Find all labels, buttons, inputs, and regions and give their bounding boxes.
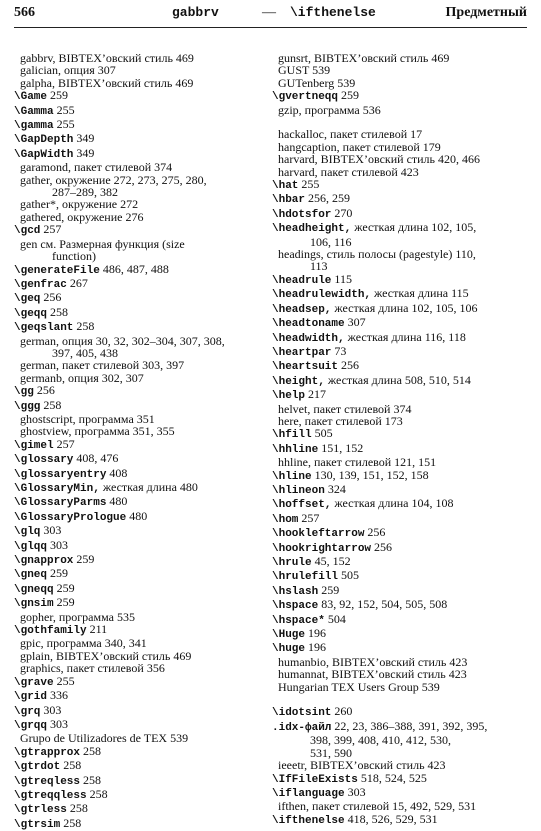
index-entry: gathered, окружение 276 — [20, 209, 144, 224]
index-entry: 531, 590 — [310, 745, 352, 760]
index-entry: \gtreqless 258 — [14, 772, 102, 788]
index-entry: \hdotsfor 270 — [272, 205, 353, 221]
index-entry: \geqq 258 — [14, 304, 69, 320]
index-entry: gopher, программа 535 — [20, 609, 135, 624]
index-entry: gzip, программа 536 — [278, 102, 381, 117]
index-entry: german, пакет стилевой 303, 397 — [20, 358, 185, 373]
index-entry: \geqslant 258 — [14, 319, 95, 335]
index-entry: humannat, BIBTEX’овский стиль 423 — [278, 667, 467, 682]
index-entry: ghostview, программа 351, 355 — [20, 424, 175, 439]
index-entry: \glq 303 — [14, 523, 62, 539]
letter-group-gap — [272, 693, 530, 705]
index-entry: \GlossaryPrologue 480 — [14, 508, 148, 524]
header-dash: — — [262, 5, 276, 20]
index-entry: 113 — [310, 259, 328, 274]
index-entry: \headwidth, жесткая длина 116, 118 — [272, 329, 466, 345]
index-entry: gplain, BIBTEX’овский стиль 469 — [20, 648, 192, 663]
index-entry: \hspace 83, 92, 152, 504, 505, 508 — [272, 597, 448, 613]
index-entry: \idotsint 260 — [272, 704, 353, 720]
index-entry: helvet, пакет стилевой 374 — [278, 401, 412, 416]
index-entry: \gnapprox 259 — [14, 552, 95, 568]
index-entry: \help 217 — [272, 387, 327, 403]
index-entry: Hungarian TEX Users Group 539 — [278, 679, 440, 694]
index-entry: \hbar 256, 259 — [272, 191, 351, 207]
index-entry: \gtreqqless 258 — [14, 786, 108, 802]
index-entry: \hspace* 504 — [272, 611, 346, 627]
index-entry: Grupo de Utilizadores de TEX 539 — [20, 731, 189, 746]
index-entry: \hookrightarrow 256 — [272, 539, 393, 555]
index-entry: \gtrless 258 — [14, 801, 88, 817]
index-entry: garamond, пакет стилевой 374 — [20, 160, 173, 175]
index-entry: \heartsuit 256 — [272, 358, 360, 374]
index-entry: \gimel 257 — [14, 436, 75, 452]
index-entry: \gtrsim 258 — [14, 815, 82, 831]
index-entry: 287–289, 382 — [52, 185, 118, 200]
index-entry: hhline, пакет стилевой 121, 151 — [278, 455, 437, 470]
index-entry: \hline 130, 139, 151, 152, 158 — [272, 467, 429, 483]
index-entry: \GapWidth 349 — [14, 145, 95, 161]
index-entry: harvard, BIBTEX’овский стиль 420, 466 — [278, 152, 481, 167]
index-column-left — [14, 52, 266, 831]
index-entry: \generateFile 486, 487, 488 — [14, 261, 169, 277]
index-entry: \Gamma 255 — [14, 102, 75, 118]
index-entry: \genfrac 267 — [14, 275, 88, 291]
index-entry: \hookleftarrow 256 — [272, 525, 386, 541]
index-entry: \grave 255 — [14, 673, 75, 689]
header-rule — [14, 27, 527, 28]
index-entry: 398, 399, 408, 410, 412, 530, — [310, 733, 451, 748]
index-entry: \glossary 408, 476 — [14, 451, 119, 467]
index-entry: gunsrt, BIBTEX’овский стиль 469 — [278, 51, 450, 65]
index-entry: galician, опция 307 — [20, 63, 116, 78]
index-entry: \hlineon 324 — [272, 481, 346, 497]
index-entry: \GlossaryMin, жесткая длина 480 — [14, 480, 198, 495]
index-entry: \Game 259 — [14, 88, 69, 104]
index-entry: ifthen, пакет стилевой 15, 492, 529, 531 — [278, 799, 477, 814]
index-entry: \grid 336 — [14, 688, 69, 704]
index-entry: ghostscript, программа 351 — [20, 411, 155, 426]
index-entry: gpic, программа 340, 341 — [20, 636, 147, 651]
index-entry: \height, жесткая длина 508, 510, 514 — [272, 372, 471, 388]
index-entry: \glossaryentry 408 — [14, 465, 128, 481]
index-entry: \glqq 303 — [14, 537, 69, 553]
index-entry: \gneqq 259 — [14, 580, 75, 596]
index-entry: gather, окружение 272, 273, 275, 280, — [20, 172, 207, 187]
index-entry: \IfFileExists 518, 524, 525 — [272, 770, 427, 786]
index-entry: \hom 257 — [272, 510, 320, 526]
index-entry: \ggg 258 — [14, 397, 62, 413]
index-entry: headings, стиль полосы (pagestyle) 110, — [278, 247, 476, 262]
index-entry: germanb, опция 302, 307 — [20, 370, 144, 385]
index-entry: \hrulefill 505 — [272, 568, 360, 584]
index-entry: \gcd 257 — [14, 222, 62, 238]
index-entry: harvard, пакет стилевой 423 — [278, 164, 419, 179]
index-entry: \hslash 259 — [272, 582, 340, 598]
index-entry: \hat 255 — [272, 177, 320, 193]
index-entry: \grq 303 — [14, 702, 62, 718]
index-entry: graphics, пакет стилевой 356 — [20, 661, 165, 676]
running-header — [14, 2, 527, 24]
section-title: Предметный — [445, 5, 527, 20]
index-entry: \ifthenelse 418, 526, 529, 531 — [272, 811, 438, 827]
index-entry: here, пакет стилевой 173 — [278, 413, 403, 428]
header-last-entry: \ifthenelse — [290, 5, 376, 20]
page-number: 566 — [14, 5, 35, 20]
index-entry: \GapDepth 349 — [14, 131, 95, 147]
index-entry: ieeetr, BIBTEX’овский стиль 423 — [278, 758, 446, 773]
index-entry: \headrule 115 — [272, 271, 352, 287]
header-first-entry: gabbrv — [172, 5, 219, 20]
index-entry: \gtrdot 258 — [14, 758, 82, 774]
index-entry: \headtoname 307 — [272, 315, 366, 331]
index-entry: hackalloc, пакет стилевой 17 — [278, 127, 423, 142]
index-entry: \Huge 196 — [272, 626, 327, 642]
index-entry: \headheight, жесткая длина 102, 105, — [272, 220, 477, 236]
index-entry: \gtrapprox 258 — [14, 743, 102, 759]
index-entry: \grqq 303 — [14, 716, 69, 732]
index-entry: \headsep, жесткая длина 102, 105, 106 — [272, 300, 478, 316]
index-entry: german, опция 30, 32, 302–304, 307, 308, — [20, 333, 225, 348]
index-entry: GUTenberg 539 — [278, 75, 356, 90]
index-entry: \geq 256 — [14, 290, 62, 306]
index-entry: gabbrv, BIBTEX’овский стиль 469 — [20, 51, 194, 65]
index-entry: \hhline 151, 152 — [272, 440, 364, 456]
index-entry: \hfill 505 — [272, 426, 333, 442]
index-entry: .idx-файл 22, 23, 386–388, 391, 392, 395, — [272, 718, 488, 734]
index-entry: \hrule 45, 152 — [272, 554, 351, 570]
index-entry: \GlossaryParms 480 — [14, 494, 128, 510]
index-entry: 106, 116 — [310, 234, 352, 249]
index-entry: \hoffset, жесткая длина 104, 108 — [272, 496, 454, 512]
index-entry: \huge 196 — [272, 640, 327, 656]
index-entry: \gneq 259 — [14, 566, 69, 582]
index-entry: humanbio, BIBTEX’овский стиль 423 — [278, 654, 468, 669]
index-entry: gather*, окружение 272 — [20, 197, 139, 212]
index-entry: \gnsim 259 — [14, 595, 75, 611]
index-entry: GUST 539 — [278, 63, 331, 78]
index-entry: galpha, BIBTEX’овский стиль 469 — [20, 75, 194, 90]
index-entry: \headrulewidth, жесткая длина 115 — [272, 286, 469, 302]
index-entry: gen см. Размерная функция (size — [20, 236, 185, 251]
index-entry: \gamma 255 — [14, 117, 75, 133]
index-column-right — [272, 52, 530, 827]
index-entry: \heartpar 73 — [272, 343, 347, 359]
index-entry: \gothfamily 211 — [14, 622, 108, 638]
index-entry: \iflanguage 303 — [272, 784, 366, 800]
index-entry: \gg 256 — [14, 383, 55, 399]
index-entry: \gvertneqq 259 — [272, 88, 360, 104]
index-entry: 397, 405, 438 — [52, 345, 118, 360]
index-entry: function) — [52, 249, 96, 264]
index-entry: hangcaption, пакет стилевой 179 — [278, 139, 441, 154]
